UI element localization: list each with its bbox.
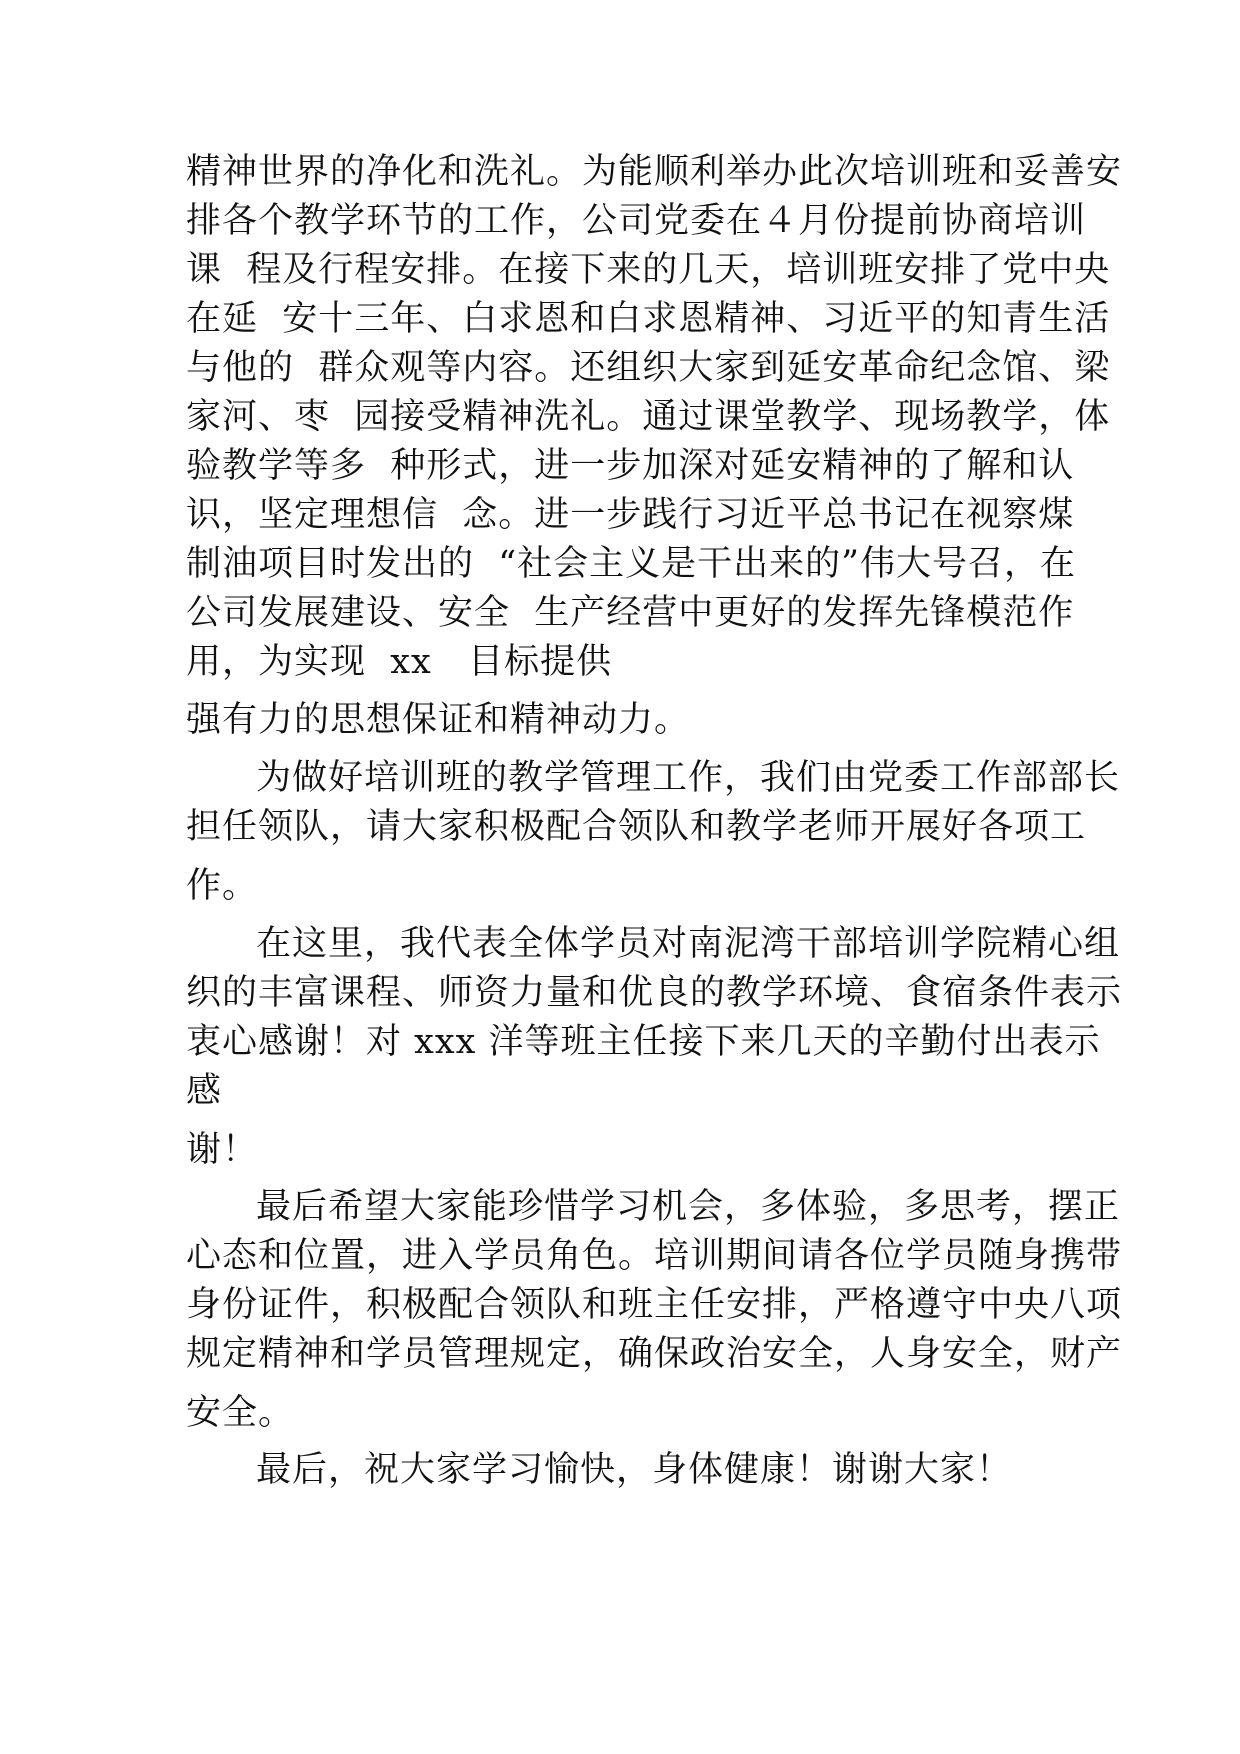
text-line: 识，坚定理想信 念。进一步践行习近平总书记在视察煤 [186, 495, 1075, 535]
text-line: 家河、枣 园接受精神洗礼。通过课堂教学、现场教学，体 [186, 397, 1111, 437]
text-line: 心态和位置，进入学员角色。培训期间请各位学员随身携带 [186, 1236, 1123, 1276]
text-line: 作。 [186, 866, 259, 906]
text-line: 验教学等多 种形式，进一步加深对延安精神的了解和认 [186, 446, 1075, 486]
paragraph-start: 最后希望大家能珍惜学习机会，多体验，多思考，摆正 [256, 1187, 1121, 1227]
text-line: 公司发展建设、安全 生产经营中更好的发挥先锋模范作 [186, 593, 1075, 633]
text-line: 感 [186, 1071, 223, 1111]
text-line: 课 程及行程安排。在接下来的几天，培训班安排了党中央 [186, 250, 1111, 290]
text-line: 强有力的思想保证和精神动力。 [186, 700, 691, 740]
paragraph-start: 为做好培训班的教学管理工作，我们由党委工作部部长 [256, 758, 1121, 798]
text-line: 身份证件，积极配合领队和班主任安排，严格遵守中央八项 [186, 1285, 1123, 1325]
text-line: 规定精神和学员管理规定，确保政治安全，人身安全，财产 [186, 1334, 1123, 1374]
text-line: 在延 安十三年、白求恩和白求恩精神、习近平的知青生活 [186, 299, 1111, 339]
text-line: 衷心感谢！对 xxx 洋等班主任接下来几天的辛勤付出表示 [186, 1022, 1101, 1062]
text-line: 精神世界的净化和洗礼。为能顺利举办此次培训班和妥善安 [186, 152, 1123, 192]
text-line: 谢！ [186, 1130, 259, 1170]
text-line: 织的丰富课程、师资力量和优良的教学环境、食宿条件表示 [186, 973, 1123, 1013]
text-line: 与他的 群众观等内容。还组织大家到延安革命纪念馆、梁 [186, 348, 1111, 388]
text-line: 安全。 [186, 1393, 295, 1433]
text-line: 用，为实现 xx 目标提供 [186, 642, 613, 682]
paragraph-start: 在这里，我代表全体学员对南泥湾干部培训学院精心组 [256, 924, 1121, 964]
text-line: 排各个教学环节的工作，公司党委在４月份提前协商培训 [186, 201, 1087, 241]
paragraph-start: 最后，祝大家学习愉快，身体健康！谢谢大家！ [256, 1450, 1013, 1490]
text-line: 担任领队，请大家积极配合领队和教学老师开展好各项工 [186, 807, 1087, 847]
text-line: 制油项目时发出的 “社会主义是干出来的”伟大号召，在 [186, 544, 1077, 584]
